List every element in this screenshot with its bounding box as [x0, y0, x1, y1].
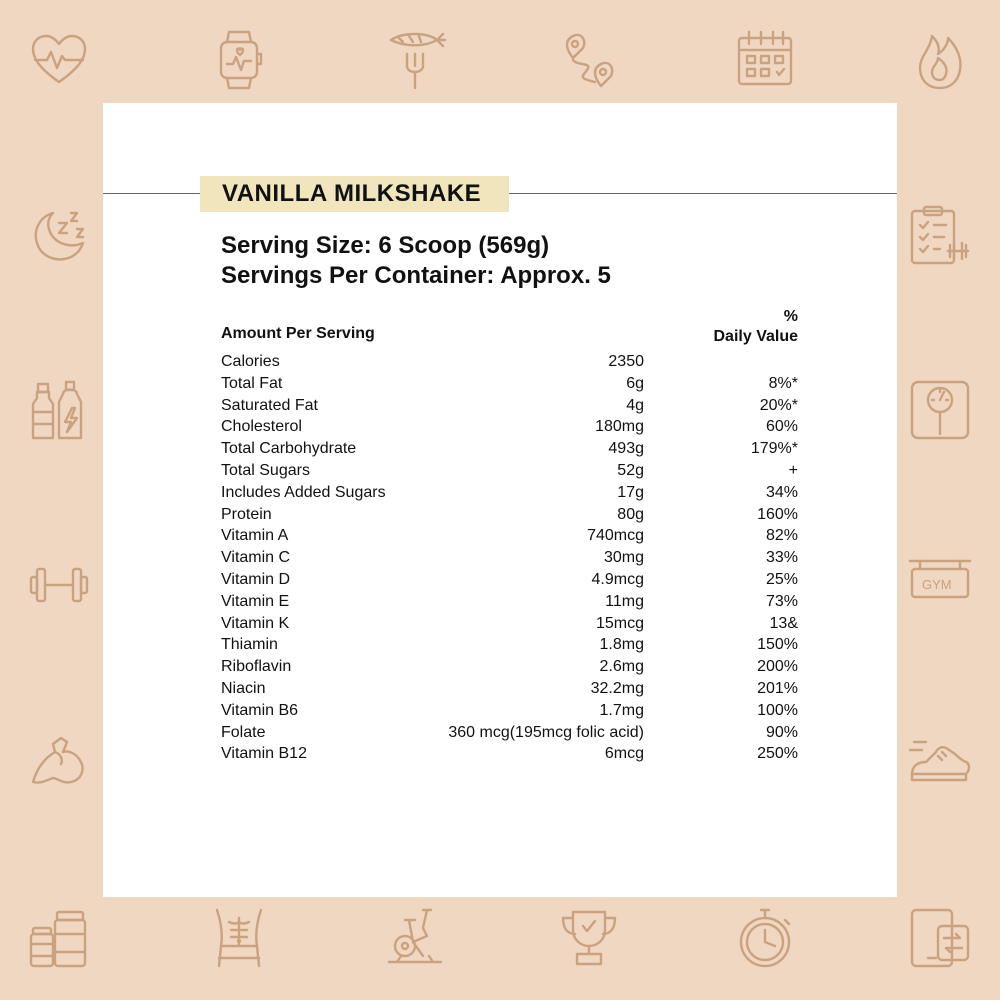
nutrient-row: [221, 613, 801, 635]
nutrient-amount: 6g: [626, 374, 644, 392]
nutrient-name: Total Carbohydrate: [221, 440, 357, 458]
nutrient-daily-value: +: [788, 461, 798, 479]
nutrient-row: [221, 504, 801, 526]
nutrient-name: Total Fat: [221, 374, 283, 392]
calendar-icon: [733, 28, 797, 92]
gym-sign-text: GYM: [922, 577, 952, 592]
nutrient-name: Vitamin B12: [221, 745, 307, 763]
nutrient-amount: 15mcg: [595, 614, 644, 632]
nutrient-daily-value: 250%: [757, 745, 798, 763]
nutrient-amount: 740mcg: [587, 527, 644, 545]
nutrient-daily-value: 90%: [765, 723, 798, 741]
nutrient-daily-value: 200%: [757, 658, 798, 676]
phone-sync-icon: [908, 906, 972, 970]
nutrient-name: Riboflavin: [221, 658, 292, 676]
nutrient-amount: 2.6mg: [599, 658, 644, 676]
dumbbell-icon: [27, 553, 91, 617]
nutrient-row: [221, 351, 801, 373]
daily-value-header-percent: %: [783, 308, 798, 325]
nutrient-name: Calories: [221, 353, 280, 370]
nutrient-name: Niacin: [221, 679, 266, 697]
nutrient-name: Cholesterol: [221, 418, 302, 436]
nutrient-table: [221, 351, 801, 765]
scale-icon: [908, 378, 972, 442]
nutrient-row: [221, 656, 801, 678]
nutrient-row: [221, 700, 801, 722]
nutrient-daily-value: 150%: [757, 636, 798, 654]
nutrient-amount: 4.9mcg: [591, 570, 644, 588]
supplement-jars-icon: [27, 906, 91, 970]
nutrient-row: [221, 547, 801, 569]
nutrient-row: [221, 482, 801, 504]
nutrient-daily-value: 20%*: [759, 396, 798, 414]
nutrient-row: [221, 460, 801, 482]
nutrient-name: Vitamin A: [221, 527, 289, 545]
nutrient-daily-value: 100%: [757, 701, 798, 719]
carrot-fork-icon: [383, 28, 447, 92]
water-bottles-icon: [27, 378, 91, 442]
nutrient-row: [221, 569, 801, 591]
nutrient-row: [221, 678, 801, 700]
nutrient-daily-value: 82%: [765, 527, 798, 545]
running-shoe-icon: [908, 728, 972, 792]
heart-pulse-icon: [27, 28, 91, 92]
nutrient-daily-value: 160%: [757, 505, 798, 523]
nutrient-name: Includes Added Sugars: [221, 483, 386, 501]
nutrition-label-panel: [103, 103, 897, 897]
nutrient-amount: 1.8mg: [599, 636, 644, 654]
nutrient-amount: 360 mcg(195mcg folic acid): [448, 723, 644, 741]
nutrient-name: Folate: [221, 723, 266, 741]
serving-size: Serving Size: 6 Scoop (569g): [221, 232, 550, 259]
stopwatch-icon: [733, 906, 797, 970]
trophy-icon: [557, 906, 621, 970]
nutrient-daily-value: 34%: [765, 483, 798, 501]
nutrient-row: [221, 591, 801, 613]
nutrient-row: [221, 438, 801, 460]
nutrient-name: Vitamin B6: [221, 701, 299, 719]
nutrient-daily-value: 201%: [757, 679, 798, 697]
nutrient-daily-value: 73%: [765, 592, 798, 610]
flame-icon: [908, 28, 972, 92]
torso-icon: [207, 906, 271, 970]
nutrient-name: Vitamin C: [221, 549, 291, 567]
nutrient-name: Vitamin D: [221, 570, 291, 588]
nutrient-daily-value: 33%: [765, 549, 798, 567]
nutrient-name: Vitamin K: [221, 614, 290, 632]
nutrient-daily-value: 179%*: [750, 440, 798, 458]
gym-sign-icon: [908, 553, 972, 617]
daily-value-header-text: Daily Value: [713, 328, 798, 345]
nutrient-amount: 17g: [617, 483, 644, 501]
servings-per-container: Servings Per Container: Approx. 5: [221, 262, 611, 289]
workout-plan-icon: [908, 203, 972, 267]
nutrient-row: [221, 722, 801, 744]
nutrient-amount: 180mg: [595, 418, 644, 436]
sleep-moon-icon: [27, 203, 91, 267]
nutrient-amount: 11mg: [605, 592, 644, 610]
route-pin-icon: [557, 28, 621, 92]
nutrient-amount: 80g: [617, 505, 644, 523]
nutrient-amount: 1.7mg: [599, 701, 644, 719]
nutrient-name: Protein: [221, 505, 272, 523]
amount-per-serving-header: Amount Per Serving: [221, 325, 375, 342]
nutrient-amount: 52g: [617, 461, 644, 479]
nutrient-row: [221, 416, 801, 438]
nutrient-name: Total Sugars: [221, 461, 310, 479]
flexed-arm-icon: [27, 728, 91, 792]
nutrient-amount: 4g: [626, 396, 644, 414]
nutrient-name: Thiamin: [221, 636, 278, 654]
nutrient-daily-value: 25%: [765, 570, 798, 588]
nutrient-amount: 493g: [608, 440, 644, 458]
nutrient-row: [221, 395, 801, 417]
nutrient-amount: 32.2mg: [590, 679, 644, 697]
flavor-title: VANILLA MILKSHAKE: [200, 176, 509, 212]
daily-value-header: [663, 307, 798, 347]
nutrient-daily-value: 60%: [765, 418, 798, 436]
nutrient-amount: 6mcg: [604, 745, 644, 763]
nutrient-row: [221, 743, 801, 765]
nutrient-daily-value: 13&: [769, 614, 798, 632]
nutrient-row: [221, 373, 801, 395]
nutrient-name: Vitamin E: [221, 592, 290, 610]
nutrient-amount: 2350: [608, 353, 644, 370]
nutrient-daily-value: 8%*: [768, 374, 798, 392]
nutrient-row: [221, 634, 801, 656]
nutrient-row: [221, 525, 801, 547]
nutrient-name: Saturated Fat: [221, 396, 318, 414]
nutrient-amount: 30mg: [603, 549, 644, 567]
smartwatch-icon: [207, 28, 271, 92]
serving-info: [221, 231, 611, 291]
exercise-bike-icon: [383, 906, 447, 970]
